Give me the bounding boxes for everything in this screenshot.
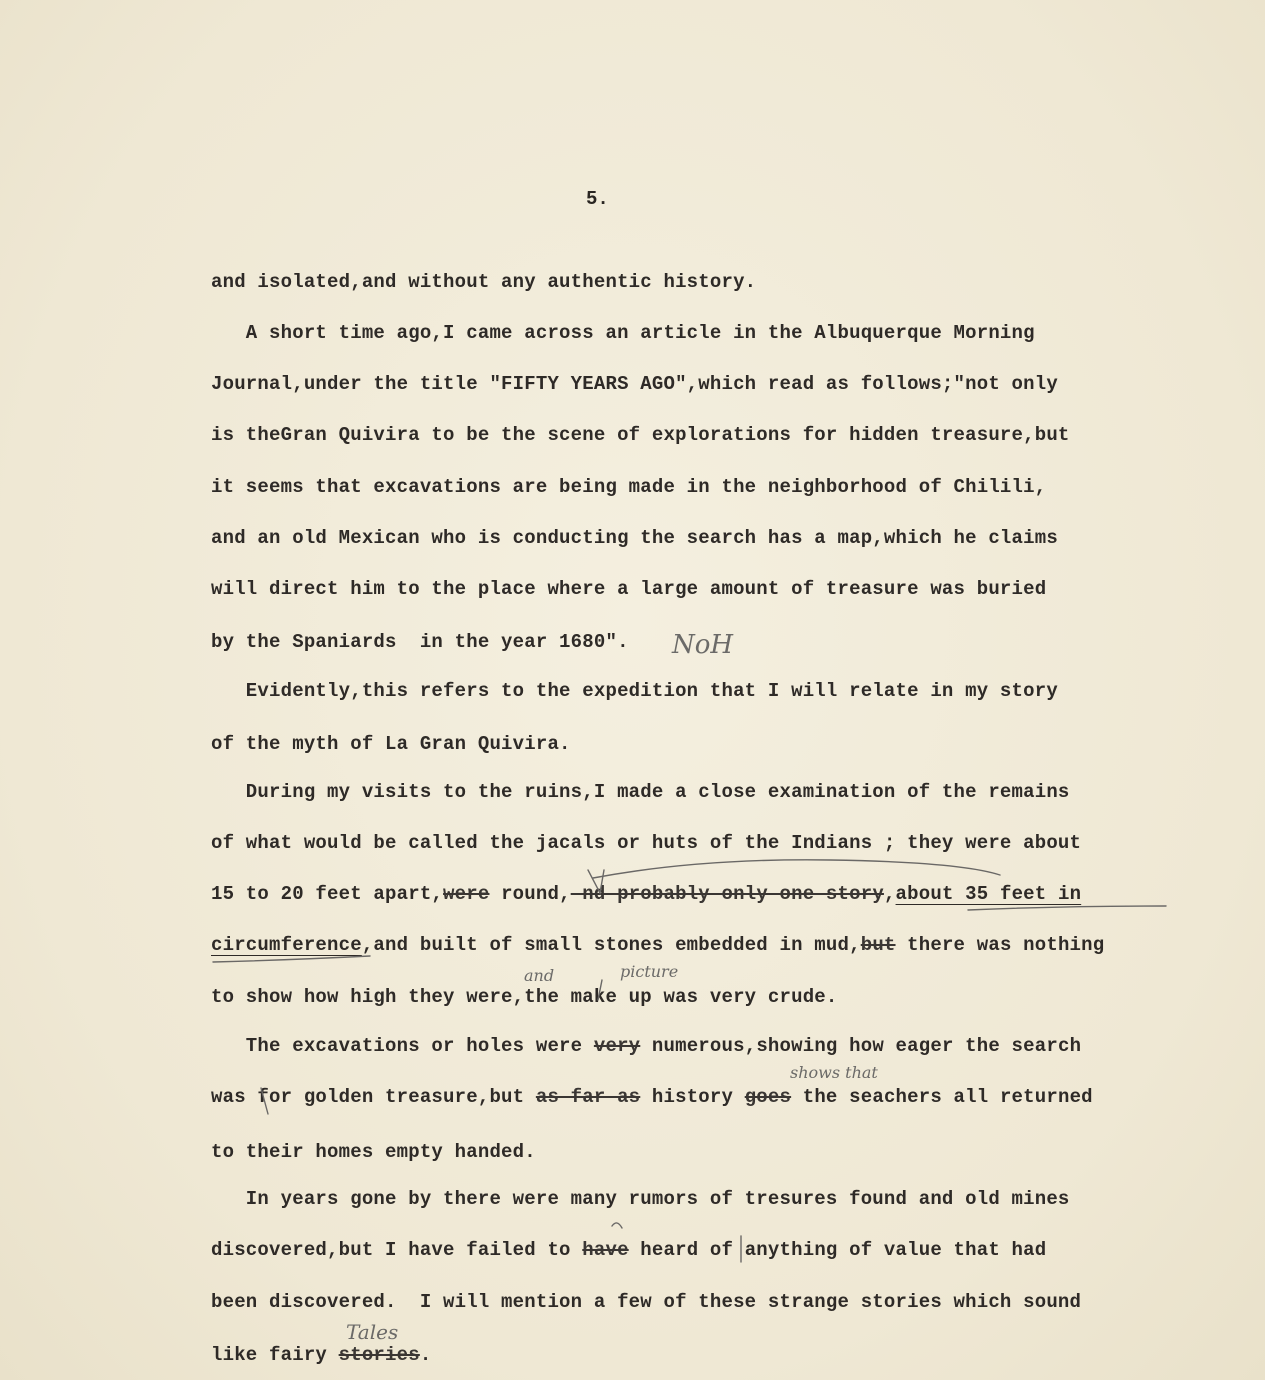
text-line-2: A short time ago,I came across an article in the Albuquerque Morning	[211, 322, 1035, 344]
text-line-4: is theGran Quivira to be the scene of explorations for hidden treasure,but	[211, 424, 1070, 446]
line-14-part-b: there was nothing	[895, 934, 1105, 956]
line-17-part-c: the seachers all returned	[791, 1086, 1093, 1108]
line-13-part-a: 15 to 20 feet apart,	[211, 883, 444, 905]
handwritten-and: and	[524, 966, 555, 985]
underlined-word: circumference	[211, 934, 362, 956]
text-line-17	[211, 1085, 1093, 1109]
struck-phrase: nd probably only one story	[570, 883, 884, 905]
handwritten-picture: picture	[620, 962, 679, 981]
text-line-19: In years gone by there were many rumors of tresures found and old mines	[211, 1188, 1070, 1210]
struck-word: have	[582, 1239, 629, 1261]
struck-word: very	[593, 1035, 641, 1057]
line-16-part-b: numerous,showing how eager the search	[640, 1035, 1082, 1057]
text-line-21: been discovered. I will mention a few of these strange stories which sound	[211, 1291, 1082, 1313]
text-line-1: and isolated,and without any authentic history.	[211, 271, 757, 293]
text-line-13	[211, 882, 1081, 906]
handwritten-note: NoH	[672, 630, 734, 660]
text-line-6: and an old Mexican who is conducting the search has a map,which he claims	[211, 527, 1058, 549]
struck-word: but	[860, 934, 896, 956]
text-line-20	[211, 1238, 1046, 1262]
line-17-part-b: history	[640, 1086, 745, 1108]
line-20-part-a: discovered,but I have failed to	[211, 1239, 583, 1261]
text-line-11: During my visits to the ruins,I made a close examination of the remains	[211, 781, 1070, 803]
line-17-part-a: was for golden treasure,but	[211, 1086, 536, 1108]
text-line-16	[211, 1034, 1081, 1058]
underlined-phrase: about 35 feet in	[895, 883, 1082, 905]
handwritten-tales: Tales	[346, 1320, 399, 1344]
line-13-part-b: round,	[489, 883, 571, 905]
text-line-3: Journal,under the title "FIFTY YEARS AGO",which read as follows;"not only	[211, 373, 1058, 395]
text-line-18: to their homes empty handed.	[211, 1141, 536, 1163]
text-line-5: it seems that excavations are being made in the neighborhood of Chilili,	[211, 476, 1047, 498]
line-22-part-a: like fairy	[211, 1344, 339, 1366]
pencil-bracket-curve	[593, 860, 1000, 878]
text-line-22	[211, 1343, 431, 1367]
text-line-10: of the myth of La Gran Quivira.	[211, 733, 571, 755]
struck-word: stories	[338, 1344, 420, 1366]
struck-word: were	[443, 883, 490, 905]
text-line-15: to show how high they were,the make up was very crude.	[211, 986, 838, 1008]
pencil-caret-2	[612, 1223, 622, 1228]
line-22-part-b: .	[419, 1344, 432, 1366]
handwritten-shows-that: shows that	[790, 1063, 878, 1082]
text-line-9: Evidently,this refers to the expedition that I will relate in my story	[211, 680, 1058, 702]
line-13-part-c: ,	[883, 883, 896, 905]
struck-word: goes	[744, 1086, 792, 1108]
text-line-7: will direct him to the place where a large amount of treasure was buried	[211, 578, 1047, 600]
line-20-part-b: heard of anything of value that had	[628, 1239, 1047, 1261]
text-line-14	[211, 933, 1104, 957]
line-16-part-a: The excavations or holes were	[211, 1035, 594, 1057]
page-number: 5.	[586, 188, 609, 210]
line-14-part-a: ,and built of small stones embedded in mud,	[361, 934, 861, 956]
text-line-12: of what would be called the jacals or huts of the Indians ; they were about	[211, 832, 1082, 854]
text-line-8: by the Spaniards in the year 1680".	[211, 631, 629, 653]
pencil-underline-about	[968, 906, 1166, 910]
struck-phrase: as far as	[535, 1086, 641, 1108]
